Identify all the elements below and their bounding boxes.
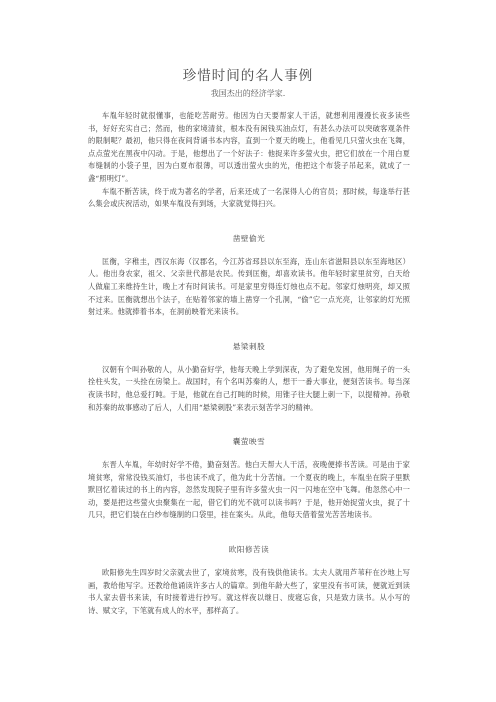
intro-paragraph: 车胤不断苦读，终于成为著名的学者，后来还成了一名深得人心的官员；那时候，每逢举行甚么集会或庆祝活动，如果车胤没有到场，大家就觉得扫兴。 — [88, 186, 410, 209]
section-heading: 欧阳修苦读 — [228, 545, 270, 555]
section-paragraph: 汉朝有个叫孙敬的人，从小勤奋好学，他每天晚上学到深夜，为了避免发困，他用绳子的一头拴柱头发，一头拴在房梁上。战国时，有个名叫苏秦的人，想干一番大事业，便刻苦读书。每当深夜读书时，他总爱打盹。于是，他就在自己打盹的时候，用锥子往大腿上刺一下，以提精神。孙敬和苏秦的故事感动了后人，人们用“悬梁刺股”来表示刻苦学习的精神。 — [88, 364, 410, 412]
intro-paragraph: 车胤年轻时就很懂事，也能吃苦耐劳。他因为白天要帮家人干活，就想利用漫漫长夜多读些书，好好充实自己；然而，他的家境清贫，根本没有闲钱买油点灯，有甚么办法可以突破客观条件的限制呢？最初，他只得在夜间背诵书本内容，直到一个夏天的晚上，他看见几只萤火虫在飞舞，点点萤光在黑夜中闪动。于是，他想出了一个好法子：他捉来许多萤火虫，把它们放在一个用白夏布缝制的小袋子里，因为白夏布很薄，可以透出萤火虫的光，他把这个布袋子吊起来，就成了一盏“照明灯”。 — [88, 111, 410, 183]
document-body — [88, 110, 410, 617]
page-title: 珍惜时间的名人事例 — [182, 68, 314, 84]
section-paragraph: 欧阳修先生四岁时父亲就去世了，家境贫寒，没有钱供他读书。太夫人就用芦苇秆在沙地上写画，教给他写字。还教给他诵读许多古人的篇章。到他年龄大些了，家里没有书可读，便就近到读书人家去借书来读，有时接着进行抄写。就这样夜以继日、废寝忘食，只是致力读书。从小写的诗、赋文字，下笔就有成人的水平，那样高了。 — [88, 568, 410, 615]
page-subtitle: 我国杰出的经济学家. — [210, 89, 286, 98]
section-heading: 囊萤映雪 — [232, 437, 266, 447]
section-heading: 悬梁刺股 — [232, 341, 266, 351]
section-paragraph: 匡衡，字稚圭，西汉东海（汉郡名，今江苏省邳县以东至海，连山东省滋阳县以东至海地区）人。他出身农家，祖父、父亲世代都是农民。传到匡衡，却喜欢读书。他年轻时家里贫穷，白天给人做雇工来维持生计，晚上才有时间读书。可是家里穷得连灯烛也点不起。邻家灯烛明亮，却又照不过来。匡衡就想出个法子，在贴着邻家的墙上凿穿一个孔洞，“偷”它一点光亮，让邻家的灯光照射过来。他就捧着书本，在洞前映着光来读书。 — [88, 256, 410, 317]
section-paragraph: 东晋人车胤，年幼时好学不倦，勤奋刻苦。他白天帮大人干活，夜晚便捧书苦读。可是由于家境贫寒，常常没钱买油灯，书也读不成了，他为此十分苦恼。一个夏夜的晚上，车胤坐在院子里默默回忆着读过的书上的内容，忽然发现院子里有许多萤火虫一闪一闪地在空中飞舞。他忽然心中一动，要是把这些萤火虫聚集在一起，借它们的光不就可以读书吗？于是，他开始捉萤火虫，捉了十几只，把它们装在白纱布缝制的口袋里，挂在案头。从此，他每天借着萤光苦苦地读书。 — [88, 460, 410, 520]
section-heading: 凿壁偷光 — [232, 233, 266, 243]
